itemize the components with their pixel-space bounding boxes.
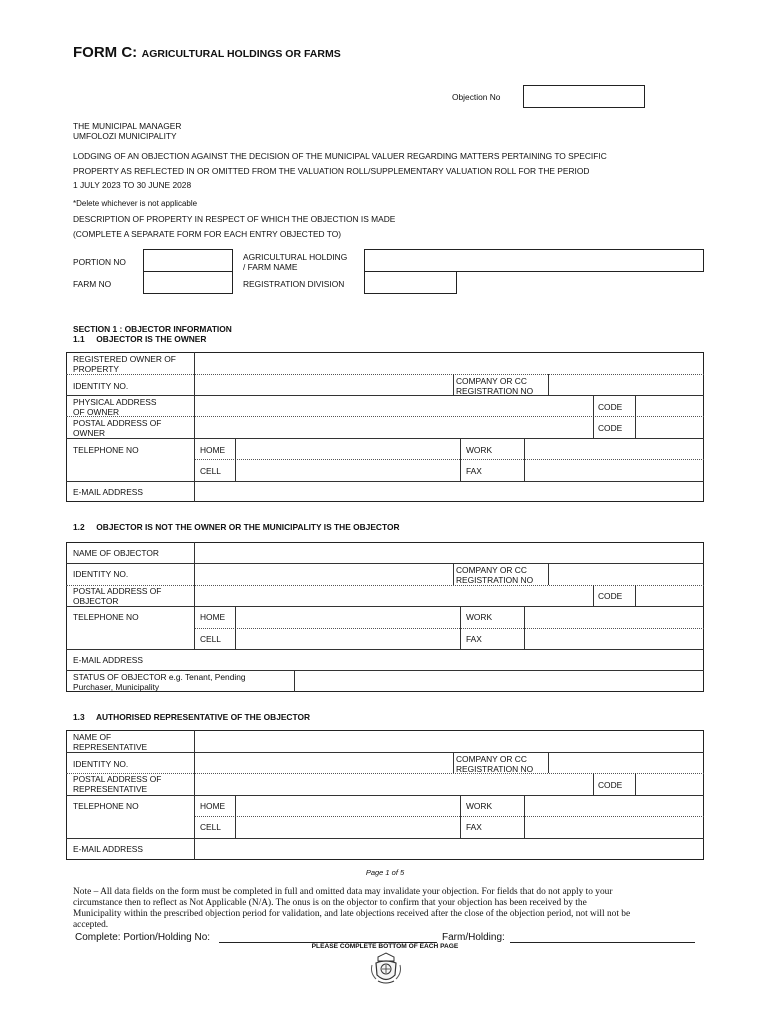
note-line4: accepted. (73, 920, 109, 930)
rep-postal-input[interactable] (197, 775, 591, 794)
rep-postal-code-label: CODE (598, 780, 623, 790)
objector-identity-label: IDENTITY NO. (73, 569, 129, 579)
owner-email-label: E-MAIL ADDRESS (73, 487, 143, 497)
rep-home-label: HOME (200, 801, 226, 811)
rep-fax-input[interactable] (527, 818, 702, 837)
owner-company-label-2: REGISTRATION NO (456, 386, 534, 396)
intro-line2: PROPERTY AS REFLECTED IN OR OMITTED FROM THE VALUATION ROLL/SUPPLEMENTARY VALUATION ROLL FOR THE PERIOD (73, 166, 590, 176)
objector-identity-input[interactable] (197, 565, 450, 584)
farm-no-label: FARM NO (73, 279, 112, 289)
addressee-line1: THE MUNICIPAL MANAGER (73, 121, 182, 131)
rep-cell-label: CELL (200, 822, 221, 832)
owner-work-label: WORK (466, 445, 493, 455)
rep-postal-code-input[interactable] (638, 775, 702, 794)
objector-cell-input[interactable] (238, 630, 458, 648)
owner-home-label: HOME (200, 445, 226, 455)
owner-fax-input[interactable] (527, 461, 702, 479)
rep-identity-input[interactable] (197, 754, 450, 772)
objector-status-input[interactable] (297, 672, 702, 691)
section11-heading: 1.1 OBJECTOR IS THE OWNER (73, 334, 207, 344)
form-title-rest: AGRICULTURAL HOLDINGS OR FARMS (141, 48, 341, 60)
objection-no-label: Objection No (452, 92, 501, 102)
agri-holding-label-1: AGRICULTURAL HOLDING (243, 252, 348, 262)
rep-fax-label: FAX (466, 822, 482, 832)
owner-postal-label-2: OWNER (73, 428, 106, 438)
registration-division-field[interactable] (364, 271, 457, 294)
note-line1: Note – All data fields on the form must be completed in full and omitted data may invalidate your objection. For fields that do not apply to your (73, 887, 613, 897)
objector-work-input[interactable] (527, 608, 702, 627)
owner-fax-label: FAX (466, 466, 482, 476)
objector-email-label: E-MAIL ADDRESS (73, 655, 143, 665)
objector-home-input[interactable] (238, 608, 458, 627)
farm-no-field[interactable] (143, 271, 233, 294)
rep-postal-label-1: POSTAL ADDRESS OF (73, 774, 162, 784)
objector-home-label: HOME (200, 612, 226, 622)
objector-fax-input[interactable] (527, 630, 702, 648)
registered-owner-input[interactable] (197, 354, 702, 373)
rep-name-label-1: NAME OF (73, 732, 112, 742)
rep-work-label: WORK (466, 801, 493, 811)
objection-no-field[interactable] (523, 85, 645, 108)
rep-telephone-label: TELEPHONE NO (73, 801, 139, 811)
rep-company-label-2: REGISTRATION NO (456, 764, 534, 774)
rep-postal-label-2: REPRESENTATIVE (73, 784, 148, 794)
portion-no-label: PORTION NO (73, 257, 126, 267)
rep-name-label-2: REPRESENTATIVE (73, 742, 148, 752)
owner-physical-code-input[interactable] (638, 397, 702, 415)
farm-name-field[interactable] (364, 249, 704, 272)
intro-line1: LODGING OF AN OBJECTION AGAINST THE DECISION OF THE MUNICIPAL VALUER REGARDING MATTERS PERTAINING TO SPECIFIC (73, 151, 607, 161)
section12-heading: 1.2 OBJECTOR IS NOT THE OWNER OR THE MUNICIPALITY IS THE OBJECTOR (73, 522, 400, 532)
intro-line3: 1 JULY 2023 TO 30 JUNE 2028 (73, 180, 192, 190)
form-title-prefix: FORM C: (73, 44, 138, 61)
objector-status-label-1: STATUS OF OBJECTOR e.g. Tenant, Pending (73, 672, 246, 682)
description-line2: (COMPLETE A SEPARATE FORM FOR EACH ENTRY OBJECTED TO) (73, 229, 342, 239)
section1-heading: SECTION 1 : OBJECTOR INFORMATION (73, 324, 232, 334)
note-line3: Municipality within the prescribed objection period for validation, and late objections received after the close of the objection period, not will not be (73, 909, 631, 919)
portion-no-field[interactable] (143, 249, 233, 272)
objector-name-input[interactable] (197, 544, 702, 562)
objector-name-label: NAME OF OBJECTOR (73, 548, 159, 558)
owner-postal-label-1: POSTAL ADDRESS OF (73, 418, 162, 428)
rep-work-input[interactable] (527, 797, 702, 815)
objector-postal-label-2: OBJECTOR (73, 596, 119, 606)
owner-telephone-label: TELEPHONE NO (73, 445, 139, 455)
owner-company-label-1: COMPANY OR CC (456, 376, 527, 386)
owner-physical-code-label: CODE (598, 402, 623, 412)
owner-cell-input[interactable] (238, 461, 458, 479)
objector-email-input[interactable] (197, 651, 702, 669)
section13-heading: 1.3 AUTHORISED REPRESENTATIVE OF THE OBJECTOR (73, 712, 311, 722)
page-number: Page 1 of 5 (365, 868, 405, 877)
owner-cell-label: CELL (200, 466, 221, 476)
objector-company-label-1: COMPANY OR CC (456, 565, 527, 575)
owner-email-input[interactable] (197, 483, 702, 500)
owner-physical-label-1: PHYSICAL ADDRESS (73, 397, 157, 407)
owner-postal-code-input[interactable] (638, 418, 702, 437)
owner-identity-input[interactable] (197, 376, 450, 394)
owner-physical-input[interactable] (197, 397, 591, 415)
agri-holding-label-2: / FARM NAME (243, 262, 298, 272)
please-complete-note: PLEASE COMPLETE BOTTOM OF EACH PAGE (311, 943, 459, 950)
objector-postal-label-1: POSTAL ADDRESS OF (73, 586, 162, 596)
form-title (73, 44, 341, 62)
note-line2: circumstance then to reflect as Not Applicable (N/A). The onus is on the objector to confirm that your objection has been received by the (73, 898, 587, 908)
rep-company-input[interactable] (551, 754, 702, 772)
rep-company-label-1: COMPANY OR CC (456, 754, 527, 764)
complete-farm-label: Farm/Holding: (442, 932, 505, 943)
owner-physical-label-2: OF OWNER (73, 407, 120, 417)
registered-owner-label-2: PROPERTY (73, 364, 119, 374)
delete-note: *Delete whichever is not applicable (73, 199, 198, 208)
addressee-line2: UMFOLOZI MUNICIPALITY (73, 131, 177, 141)
description-line1: DESCRIPTION OF PROPERTY IN RESPECT OF WHICH THE OBJECTION IS MADE (73, 214, 396, 224)
owner-postal-input[interactable] (197, 418, 591, 437)
objector-status-label-2: Purchaser, Municipality (73, 682, 160, 692)
objector-company-input[interactable] (551, 565, 702, 584)
objector-company-label-2: REGISTRATION NO (456, 575, 534, 585)
rep-identity-label: IDENTITY NO. (73, 759, 129, 769)
objector-fax-label: FAX (466, 634, 482, 644)
registered-owner-label-1: REGISTERED OWNER OF (73, 354, 176, 364)
objector-postal-code-input[interactable] (638, 587, 702, 605)
rep-email-input[interactable] (197, 840, 702, 858)
owner-postal-code-label: CODE (598, 423, 623, 433)
owner-identity-label: IDENTITY NO. (73, 381, 129, 391)
owner-company-input[interactable] (551, 376, 702, 394)
objector-cell-label: CELL (200, 634, 221, 644)
objector-postal-code-label: CODE (598, 591, 623, 601)
registration-division-label: REGISTRATION DIVISION (243, 279, 345, 289)
objector-work-label: WORK (466, 612, 493, 622)
rep-cell-input[interactable] (238, 818, 458, 837)
objector-telephone-label: TELEPHONE NO (73, 612, 139, 622)
rep-name-input[interactable] (197, 732, 702, 751)
rep-home-input[interactable] (238, 797, 458, 815)
objector-postal-input[interactable] (197, 587, 591, 605)
rep-email-label: E-MAIL ADDRESS (73, 844, 143, 854)
complete-portion-label: Complete: Portion/Holding No: (75, 932, 211, 943)
owner-home-input[interactable] (238, 440, 458, 458)
owner-work-input[interactable] (527, 440, 702, 458)
municipal-crest-icon (368, 951, 404, 985)
